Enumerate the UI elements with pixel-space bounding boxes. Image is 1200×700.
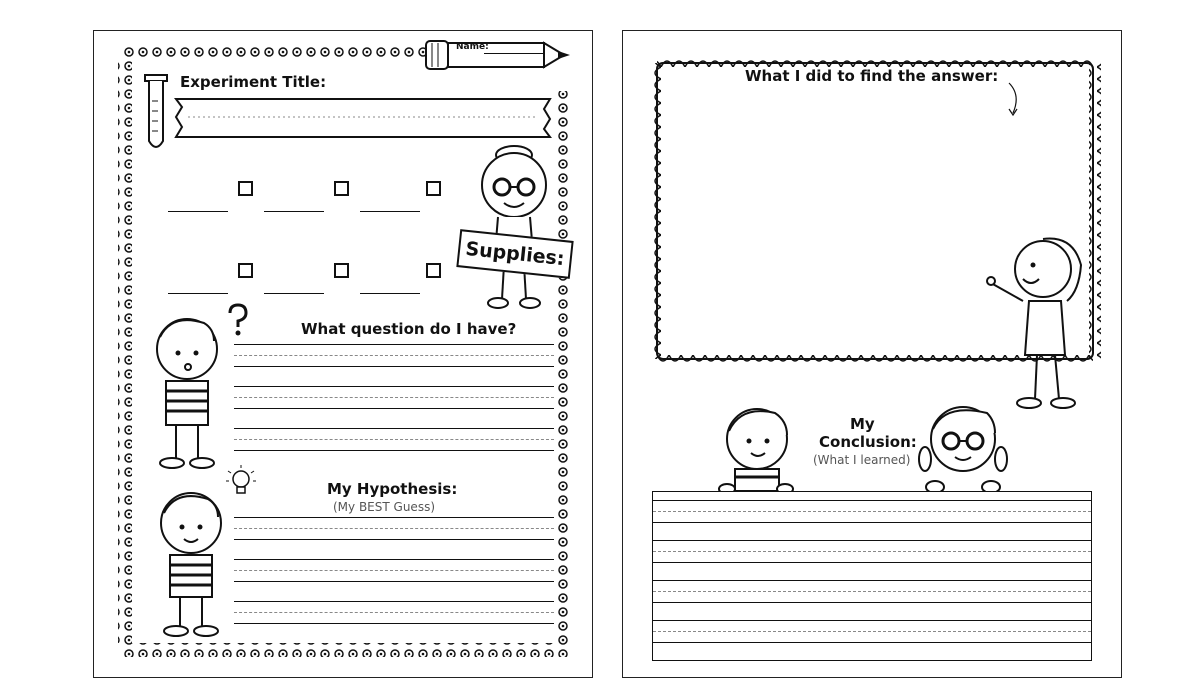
peeking-boy-illustration (715, 401, 805, 497)
experiment-title-label: Experiment Title: (180, 73, 327, 91)
name-field[interactable] (484, 53, 544, 54)
girl-with-glasses-illustration (464, 135, 574, 311)
light-bulb-icon (224, 465, 258, 501)
worksheet-page-right (622, 30, 1122, 678)
hypothesis-label: My Hypothesis: (327, 480, 458, 498)
conclusion-label-my: My (850, 415, 875, 433)
supply-checkbox-1[interactable] (238, 181, 253, 196)
curved-arrow-icon (1005, 81, 1025, 119)
pointing-girl-illustration (983, 231, 1103, 415)
supply-checkbox-4[interactable] (238, 263, 253, 278)
supply-blank-5[interactable] (264, 293, 324, 294)
supply-checkbox-5[interactable] (334, 263, 349, 278)
conclusion-writing-box[interactable] (652, 491, 1092, 661)
supply-blank-4[interactable] (168, 293, 228, 294)
supply-checkbox-2[interactable] (334, 181, 349, 196)
supply-blank-3[interactable] (360, 211, 420, 212)
question-mark-icon (226, 303, 250, 337)
what-i-did-label: What I did to find the answer: (745, 67, 999, 85)
supply-blank-6[interactable] (360, 293, 420, 294)
question-writing-lines[interactable] (234, 344, 554, 464)
thinking-boy-illustration (142, 303, 232, 473)
hypothesis-writing-lines[interactable] (234, 517, 554, 631)
hypothesis-subtitle: (My BEST Guess) (333, 500, 435, 514)
peeking-girl-glasses-illustration (915, 399, 1011, 495)
pencil-icon (424, 39, 574, 75)
question-label: What question do I have? (301, 320, 517, 338)
supply-blank-2[interactable] (264, 211, 324, 212)
test-tube-icon (142, 71, 172, 155)
worksheet-page-left (93, 30, 593, 678)
shrugging-boy-illustration (146, 483, 236, 639)
conclusion-label: Conclusion: (819, 433, 917, 451)
conclusion-subtitle: (What I learned) (813, 453, 911, 467)
supplies-label: Supplies: (464, 237, 566, 271)
supply-checkbox-6[interactable] (426, 263, 441, 278)
name-label: Name: (456, 42, 489, 52)
supply-blank-1[interactable] (168, 211, 228, 212)
supply-checkbox-3[interactable] (426, 181, 441, 196)
